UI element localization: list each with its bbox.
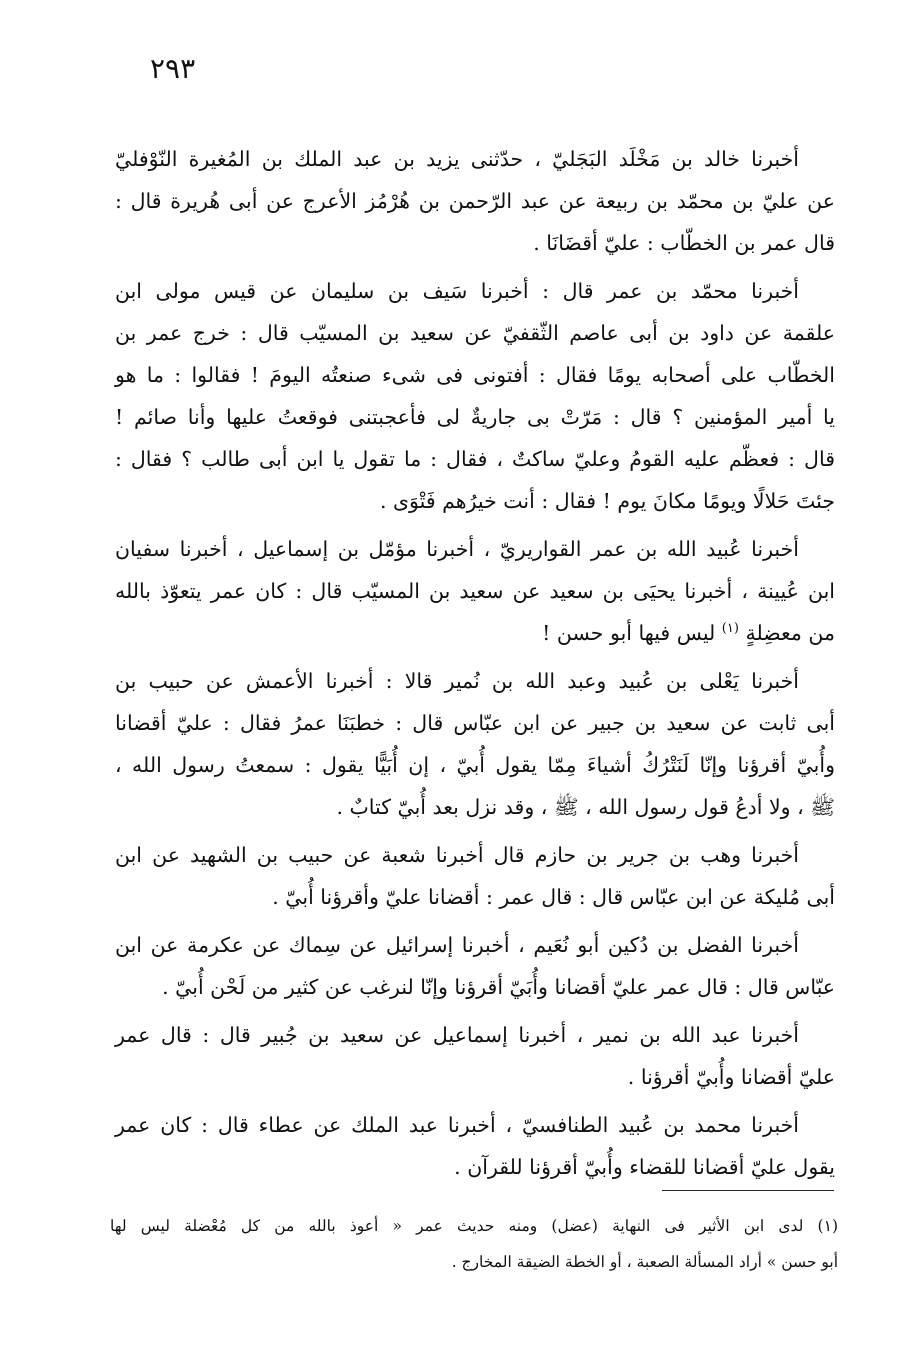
text-line: أخبرنا الفضل بن دُكين أبو نُعَيم ، أخبرنا إسرائيل عن سِماك عن عكرمة عن ابن [115, 933, 799, 957]
text-line: عبّاس قال : قال عمر عليّ أقضانا وأُبَيّ أقرؤنا وإنّا لنرغب عن كثير من لَحْن أُبيّ . [162, 975, 835, 999]
text-line: يا أمير المؤمنين ؟ قال : مَرّتْ بى جاريةٌ لى فأعجبتنى فوقعتُ عليها وأنا صائم ! [115, 405, 835, 429]
paragraph [115, 138, 835, 264]
text-line: الخطّاب على أصحابه يومًا فقال : أفتونى فى شىء صنعتُه اليومَ ! فقالوا : ما هو [115, 363, 835, 387]
text-line: أبى ثابت عن سعيد بن جبير عن ابن عبّاس قال : خطبَنَا عمرُ فقال : عليّ أقضانا [115, 711, 835, 735]
text-line: أخبرنا محمد بن عُبيد الطنافسيّ ، أخبرنا عبد الملك عن عطاء قال : كان عمر [115, 1113, 799, 1137]
paragraph [115, 834, 835, 918]
page-number: ٢٩٣ [150, 52, 196, 85]
text-line: أخبرنا محمّد بن عمر قال : أخبرنا سَيف بن سليمان عن قيس مولى ابن [115, 279, 799, 303]
paragraph [115, 1104, 835, 1188]
text-line: أخبرنا عبد الله بن نمير ، أخبرنا إسماعيل عن سعيد بن جُبير قال : قال عمر [115, 1023, 799, 1047]
text-line [115, 612, 835, 654]
text-line: أخبرنا خالد بن مَخْلَد البَجَليّ ، حدّثنى يزيد بن عبد الملك بن المُغيرة النّوْفليّ [115, 147, 799, 171]
text-line: ابن عُيينة ، أخبرنا يحيَى بن سعيد عن سعيد بن المسيّب قال : كان عمر يتعوّذ بالله [115, 579, 835, 603]
paragraph [115, 924, 835, 1008]
text-line: عن عليّ بن محمّد بن ربيعة عن عبد الرّحمن بن هُرْمُز الأعرج عن أبى هُريرة قال : [115, 189, 835, 213]
footnotes [110, 1208, 838, 1280]
text-line: قال : فعظّم عليه القومُ وعليّ ساكتٌ ، فقال : ما تقول يا ابن أبى طالب ؟ فقال : [115, 447, 835, 471]
footnote-divider [662, 1190, 834, 1191]
text-line: ﷺ ، ولا أدعُ قول رسول الله ، ﷺ ، وقد نزل بعد أُبيّ كتابٌ . [336, 795, 835, 819]
text-line: جئتَ حَلالًا ويومًا مكانَ يوم ! فقال : أنت خيرُهم فَتْوَى . [379, 489, 835, 513]
text-line: أخبرنا يَعْلى بن عُبيد وعبد الله بن نُمير قالا : أخبرنا الأعمش عن حبيب بن [115, 669, 799, 693]
footnote-reference[interactable]: (١) [721, 621, 739, 637]
text-fragment: ليس فيها أبو حسن ! [542, 621, 716, 645]
text-line: علقمة عن داود بن أبى عاصم الثّقفيّ عن سعيد بن المسيّب قال : خرج عمر بن [115, 321, 835, 345]
footnote-line: أبو حسن » أراد المسألة الصعبة ، أو الخطة الضيقة المخارج . [451, 1253, 838, 1271]
paragraph [115, 1014, 835, 1098]
text-line: أبى مُليكة عن ابن عبّاس قال : قال عمر : أقضانا عليّ وأقرؤنا أُبيّ . [272, 885, 835, 909]
text-line: قال عمر بن الخطّاب : عليّ أقضَانَا . [533, 231, 835, 255]
paragraph [115, 660, 835, 828]
text-line: أخبرنا وهب بن جرير بن حازم قال أخبرنا شعبة عن حبيب بن الشهيد عن ابن [115, 843, 799, 867]
paragraph [115, 270, 835, 522]
text-fragment: من معضِلةٍ [745, 621, 835, 645]
footnote-line: (١) لدى ابن الأثير فى النهاية (عضل) ومنه حديث عمر « أعوذ بالله من كل مُعْضلة ليس لها [110, 1217, 838, 1235]
text-line: وأُبيّ أقرؤنا وإنّا لَنَتْرُكُ أشياءَ مِمّا يقول أُبيّ ، إن أُبَيًّا يقول : سمعتُ رسول الله ، [115, 753, 835, 777]
text-line: عليّ أقضانا وأُبيّ أقرؤنا . [627, 1065, 835, 1089]
text-line: أخبرنا عُبيد الله بن عمر القواريريّ ، أخبرنا مؤمّل بن إسماعيل ، أخبرنا سفيان [115, 537, 799, 561]
text-line: يقول عليّ أقضانا للقضاء وأُبيّ أقرؤنا للقرآن . [454, 1155, 835, 1179]
paragraph [115, 528, 835, 654]
main-text [115, 138, 835, 1194]
